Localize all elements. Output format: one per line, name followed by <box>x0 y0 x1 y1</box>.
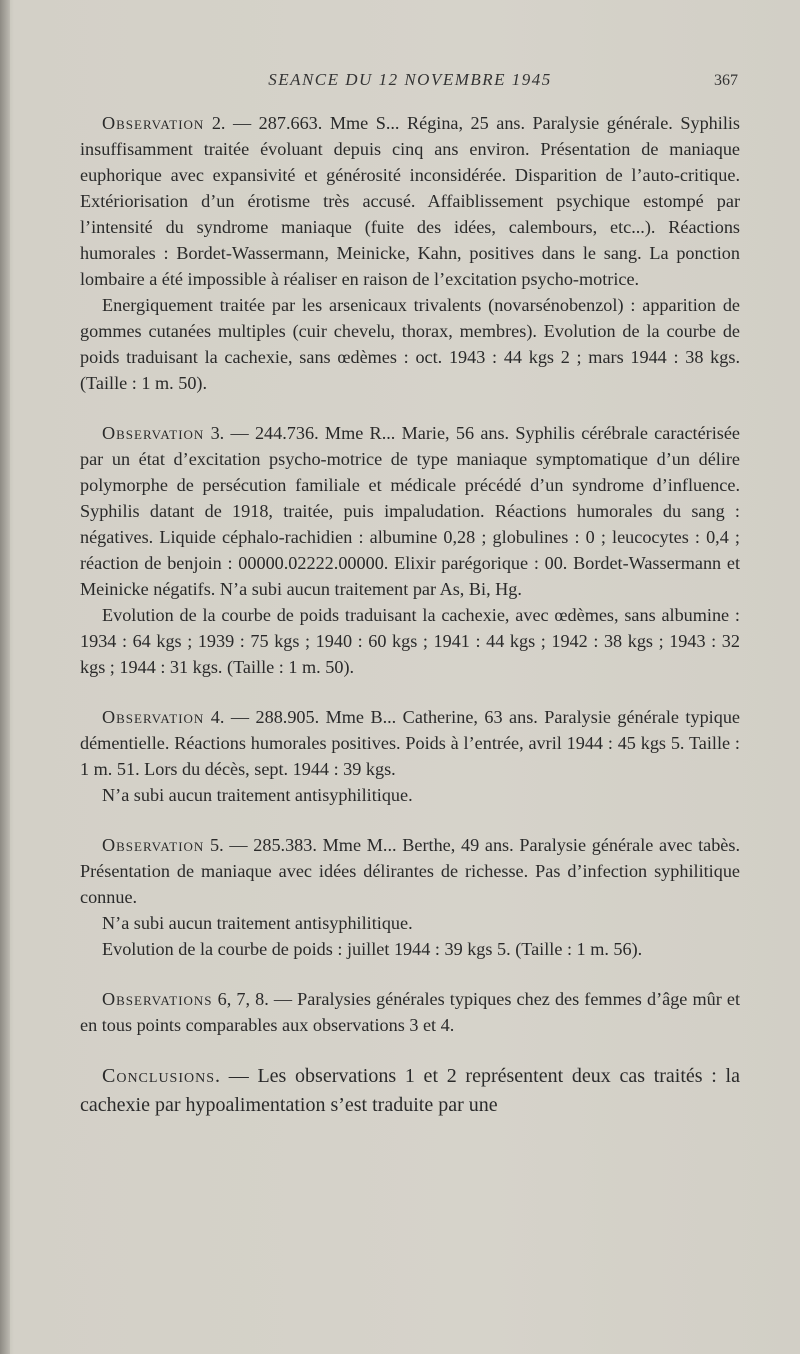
observation-3 <box>80 420 740 602</box>
observation-4 <box>80 704 740 782</box>
conclusions <box>80 1062 740 1120</box>
observation-5-paragraph-2: N’a subi aucun traitement antisyphilitique. <box>102 913 413 933</box>
observation-5-text: 5. — 285.383. Mme M... Berthe, 49 ans. Paralysie générale avec tabès. Présentation de maniaque avec idées délirantes de richesse. Pas d’infection syphilitique connue. <box>80 835 740 907</box>
observation-2-paragraph-2: Energiquement traitée par les arsenicaux trivalents (novarsénobenzol) : apparition de gommes cutanées multiples (cuir chevelu, thorax, membres). Evolution de la courbe de poids traduisant la cachexie, sans œdèmes : oct. 1943 : 44 kgs 2 ; mars 1944 : 38 kgs. (Taille : 1 m. 50). <box>80 295 740 393</box>
observation-3-text: 3. — 244.736. Mme R... Marie, 56 ans. Syphilis cérébrale caractérisée par un état d’excitation psycho-motrice de type maniaque symptomatique d’un délire polymorphe de persécution familiale et médicale précédé d’un syndrome d’influence. Syphilis datant de 1918, traitée, puis impaludation. Réactions humorales du sang : négatives. Liquide céphalo-rachidien : albumine 0,28 ; globulines : 0 ; leucocytes : 0,4 ; réaction de benjoin : 00000.02222.00000. Elixir parégorique : 00. Bordet-Wassermann et Meinicke négatifs. N’a subi aucun traitement par As, Bi, Hg. <box>80 423 740 599</box>
observation-2-text: 2. — 287.663. Mme S... Régina, 25 ans. Paralysie générale. Syphilis insuffisamment traitée évoluant depuis cinq ans environ. Présentation de maniaque euphorique avec expansivité et générosité inconsidérée. Disparition de l’auto-critique. Extériorisation d’un érotisme très accusé. Affaiblissement psychique estompé par l’intensité du syndrome maniaque (fuite des idées, calembours, etc...). Réactions humorales : Bordet-Wassermann, Meinicke, Kahn, positives dans le sang. La ponction lombaire a été impossible à réaliser en raison de l’excitation psycho-motrice. <box>80 113 740 289</box>
conclusions-text: . — Les observations 1 et 2 représentent deux cas traités : la cachexie par hypoalimentation s’est traduite par une <box>80 1065 740 1116</box>
observations-6-7-8-text: 6, 7, 8. — Paralysies générales typiques chez des femmes d’âge mûr et en tous points comparables aux observations 3 et 4. <box>80 989 740 1035</box>
observation-5-paragraph-3: Evolution de la courbe de poids : juillet 1944 : 39 kgs 5. (Taille : 1 m. 56). <box>102 939 643 959</box>
observation-4-text: 4. — 288.905. Mme B... Catherine, 63 ans. Paralysie générale typique démentielle. Réactions humorales positives. Poids à l’entrée, avril 1944 : 45 kgs 5. Taille : 1 m. 51. Lors du décès, sept. 1944 : 39 kgs. <box>80 707 740 779</box>
observation-3-label: Observation <box>102 423 205 443</box>
observation-3-paragraph-2: Evolution de la courbe de poids traduisant la cachexie, avec œdèmes, sans albumine : 1934 : 64 kgs ; 1939 : 75 kgs ; 1940 : 60 kgs ; 1941 : 44 kgs ; 1942 : 38 kgs ; 1943 : 32 kgs ; 1944 : 31 kgs. (Taille : 1 m. 50). <box>80 605 740 677</box>
page-number: 367 <box>714 72 738 89</box>
book-spine-shadow <box>0 0 10 1354</box>
running-title: SEANCE DU 12 NOVEMBRE 1945 <box>268 70 552 89</box>
observations-6-7-8-label: Observations <box>102 989 213 1009</box>
observation-4-label: Observation <box>102 707 205 727</box>
observation-2 <box>80 110 740 292</box>
observations-6-7-8 <box>80 986 740 1038</box>
observation-4-paragraph-2: N’a subi aucun traitement antisyphilitique. <box>102 785 413 805</box>
observation-2-label: Observation <box>102 113 205 133</box>
conclusions-label: Conclusions <box>102 1065 216 1087</box>
page-header <box>80 70 740 96</box>
observation-5-label: Observation <box>102 835 205 855</box>
body-text <box>80 110 740 1120</box>
observation-5 <box>80 832 740 910</box>
